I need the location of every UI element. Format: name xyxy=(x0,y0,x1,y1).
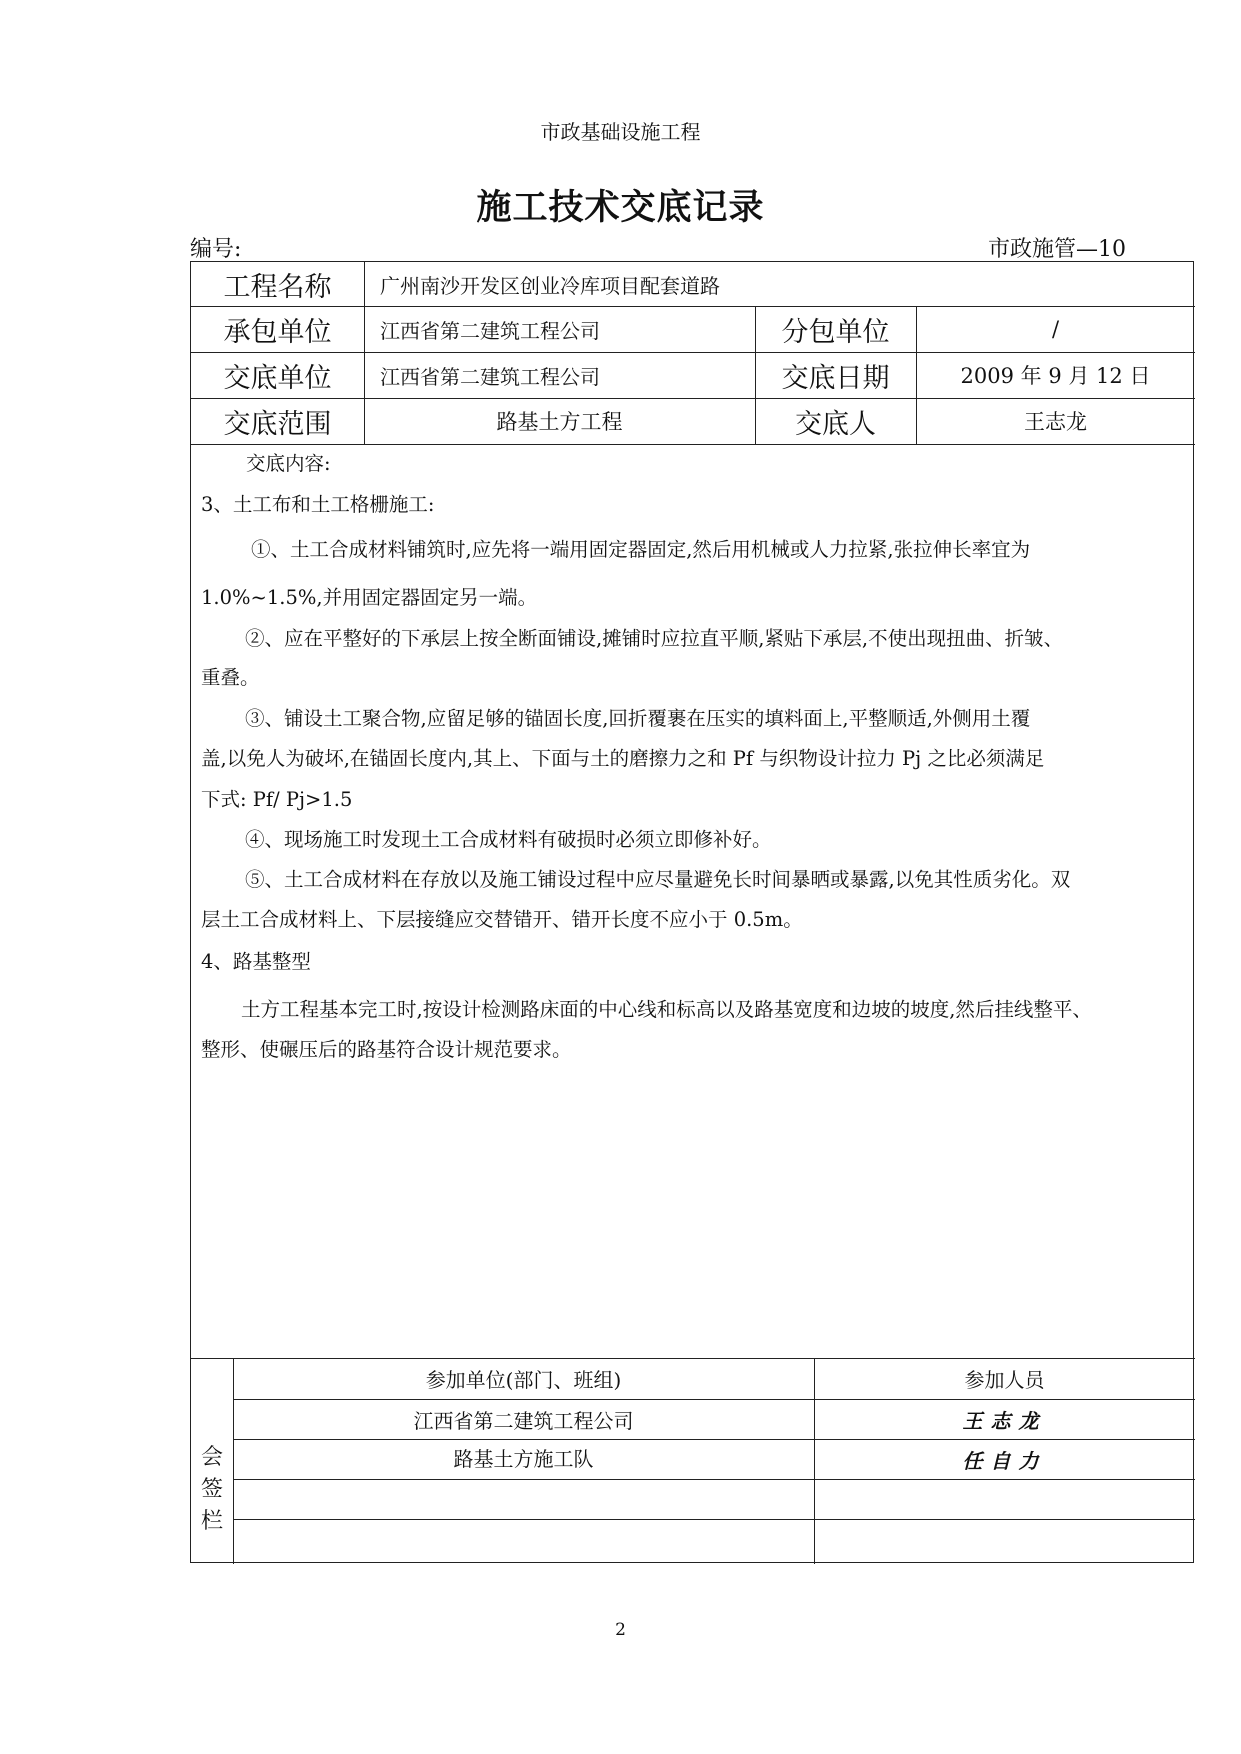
signoff-signature xyxy=(814,1519,1195,1563)
content-line: 层土工合成材料上、下层接缝应交替错开、错开长度不应小于 0.5m。 xyxy=(201,908,803,931)
content-line: 3、土工布和土工格栅施工: xyxy=(201,493,435,516)
signoff-signature xyxy=(814,1479,1195,1519)
subcontractor-value: / xyxy=(1051,317,1060,341)
briefer-value: 王志龙 xyxy=(1024,410,1087,434)
header-top-line: 市政基础设施工程 xyxy=(540,120,701,144)
contractor-label: 承包单位 xyxy=(223,316,332,348)
content-line: ②、应在平整好的下承层上按全断面铺设,摊铺时应拉直平顺,紧贴下承层,不使出现扭曲、折皱、 xyxy=(245,627,1064,650)
briefing-unit-value: 江西省第二建筑工程公司 xyxy=(380,364,600,389)
signoff-unit: 路基土方施工队 xyxy=(453,1446,594,1471)
content-heading: 交底内容: xyxy=(246,452,331,475)
briefing-unit-label: 交底单位 xyxy=(223,362,332,394)
content-line: ④、现场施工时发现土工合成材料有破损时必须立即修补好。 xyxy=(245,828,772,851)
content-line: 下式: Pf/ Pj>1.5 xyxy=(201,788,353,811)
signoff-unit xyxy=(233,1479,814,1519)
signoff-col-person: 参加人员 xyxy=(964,1368,1045,1392)
project-name-value: 广州南沙开发区创业冷库项目配套道路 xyxy=(380,273,720,298)
signoff-unit: 江西省第二建筑工程公司 xyxy=(413,1408,634,1433)
subcontractor-label: 分包单位 xyxy=(781,316,890,348)
briefing-date-value: 2009 年 9 月 12 日 xyxy=(960,364,1151,388)
content-line: 盖,以免人为破坏,在锚固长度内,其上、下面与土的磨擦力之和 Pf 与织物设计拉力 Pj 之比必须满足 xyxy=(201,747,1045,770)
briefer-label: 交底人 xyxy=(795,408,876,440)
signoff-label: 会 签 栏 xyxy=(200,1445,223,1534)
content-line: 重叠。 xyxy=(201,666,260,689)
content-line: 土方工程基本完工时,按设计检测路床面的中心线和标高以及路基宽度和边坡的坡度,然后挂线整平、 xyxy=(241,998,1092,1021)
signoff-unit xyxy=(233,1519,814,1563)
page-title: 施工技术交底记录 xyxy=(476,187,765,228)
code-value: 市政施管—10 xyxy=(988,237,1126,262)
briefing-date-label: 交底日期 xyxy=(781,362,890,394)
contractor-value: 江西省第二建筑工程公司 xyxy=(380,318,600,343)
record-table xyxy=(190,261,1194,1563)
briefing-scope-label: 交底范围 xyxy=(223,408,332,440)
content-line: 1.0%~1.5%,并用固定器固定另一端。 xyxy=(201,586,538,609)
content-line: 4、路基整型 xyxy=(201,950,311,973)
code-label: 编号: xyxy=(190,237,242,262)
signoff-col-unit: 参加单位(部门、班组) xyxy=(425,1368,622,1392)
signoff-signature: 任自力 xyxy=(962,1448,1047,1473)
signoff-signature: 王志龙 xyxy=(962,1408,1047,1433)
project-name-label: 工程名称 xyxy=(223,271,332,303)
content-line: 整形、使碾压后的路基符合设计规范要求。 xyxy=(201,1038,572,1061)
content-line: ⑤、土工合成材料在存放以及施工铺设过程中应尽量避免长时间暴晒或暴露,以免其性质劣化。双 xyxy=(245,868,1071,891)
briefing-scope-value: 路基土方工程 xyxy=(496,410,623,434)
content-line: ③、铺设土工聚合物,应留足够的锚固长度,回折覆裹在压实的填料面上,平整顺适,外侧用土覆 xyxy=(245,707,1031,730)
row-divider xyxy=(191,444,1195,445)
content-line: ①、土工合成材料铺筑时,应先将一端用固定器固定,然后用机械或人力拉紧,张拉伸长率宜为 xyxy=(251,538,1031,561)
page-number: 2 xyxy=(615,1620,626,1640)
